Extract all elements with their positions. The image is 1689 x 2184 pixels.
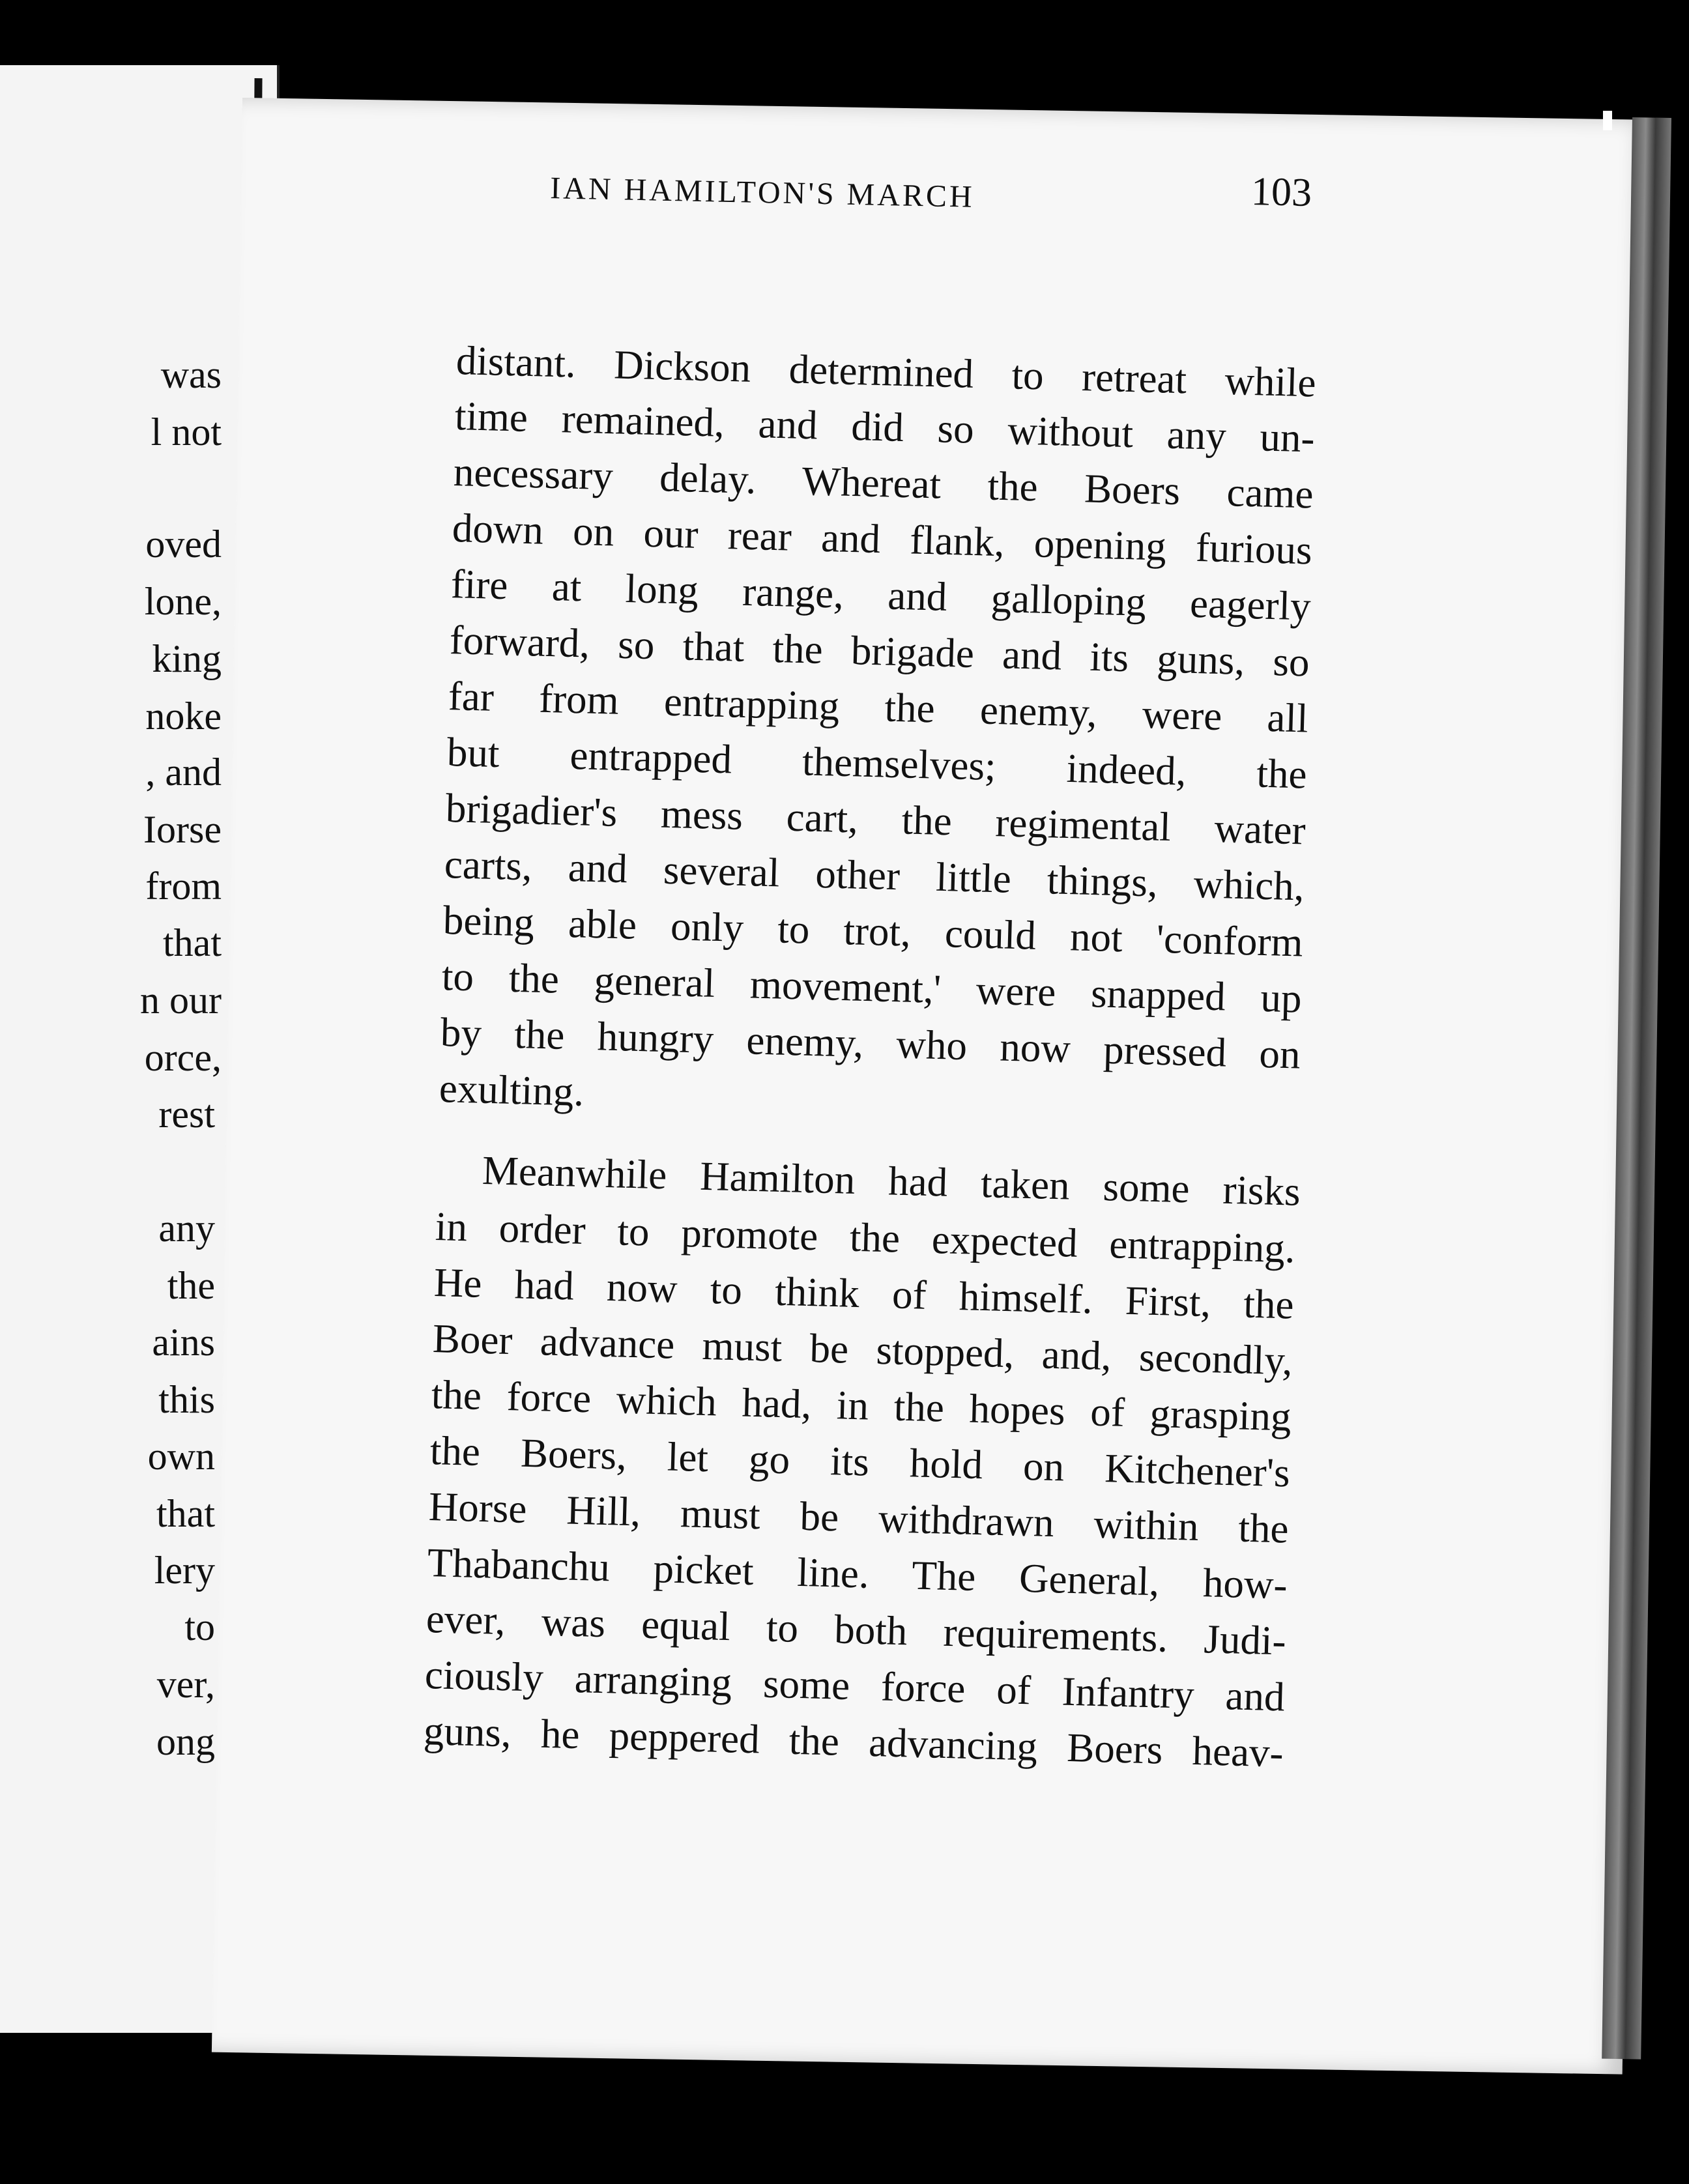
left-line: lery — [154, 1549, 215, 1592]
text-line: by the hungry enemy, who now pressed on — [440, 1009, 1301, 1078]
text-line: fire at long range, and galloping eagerly — [450, 561, 1312, 629]
text-line: exulting. — [439, 1065, 585, 1115]
left-line: l not — [151, 410, 222, 453]
text-line: to the general movement,' were snapped up — [441, 953, 1303, 1022]
left-line: that — [156, 1492, 215, 1535]
left-line: that — [163, 921, 222, 964]
text-line: distant. Dickson determined to retreat while — [455, 338, 1317, 406]
text-line: time remained, and did so without any un- — [454, 393, 1316, 461]
text-line: guns, he peppered the advancing Boers heav- — [423, 1708, 1284, 1776]
left-line: ains — [152, 1321, 215, 1364]
left-line: noke — [145, 695, 222, 738]
left-line: Iorse — [143, 808, 222, 851]
left-line: ver, — [156, 1663, 215, 1706]
scan-artifact — [1603, 111, 1612, 130]
text-line: Boer advance must be stopped, and, secondly, — [432, 1315, 1293, 1384]
left-line: to — [184, 1605, 215, 1648]
text-line: Meanwhile Hamilton had taken some risks — [482, 1147, 1301, 1214]
left-line: n our — [140, 979, 222, 1022]
text-line: carts, and several other little things, which, — [444, 841, 1305, 910]
text-line: being able only to trot, could not 'conform — [442, 897, 1304, 966]
left-line: this — [158, 1378, 215, 1421]
left-line: lone, — [144, 580, 222, 623]
text-line: necessary delay. Whereat the Boers came — [453, 449, 1314, 517]
text-line: Thabanchu picket line. The General, how- — [427, 1540, 1288, 1608]
left-line: was — [160, 353, 222, 396]
text-line: down on our rear and flank, opening furious — [452, 505, 1313, 573]
left-line: rest — [158, 1093, 215, 1136]
left-line: ong — [156, 1720, 215, 1763]
text-line: the force which had, in the hopes of grasping — [431, 1372, 1292, 1440]
scan-artifact — [497, 2108, 546, 2166]
text-line: brigadier's mess cart, the regimental water — [445, 785, 1306, 854]
left-line: the — [167, 1264, 215, 1307]
text-line: but entrapped themselves; indeed, the — [446, 729, 1308, 797]
text-line: ever, was equal to both requirements. Judi- — [426, 1596, 1287, 1664]
left-line: orce, — [144, 1036, 222, 1079]
text-line: forward, so that the brigade and its guns, so — [449, 617, 1310, 685]
running-head: IAN HAMILTON'S MARCH — [549, 171, 975, 214]
text-line: in order to promote the expected entrapping. — [435, 1203, 1296, 1272]
text-line: He had now to think of himself. First, the — [433, 1259, 1295, 1328]
text-line: the Boers, let go its hold on Kitchener's — [429, 1428, 1291, 1496]
left-line: own — [147, 1435, 215, 1478]
left-line: king — [152, 637, 222, 680]
text-line: ciously arranging some force of Infantry and — [424, 1652, 1286, 1720]
left-line: any — [158, 1207, 215, 1250]
left-line: , and — [145, 751, 222, 794]
text-line: far from entrapping the enemy, were all — [448, 673, 1309, 741]
text-line: Horse Hill, must be withdrawn within the — [428, 1484, 1290, 1552]
left-line: from — [145, 865, 222, 908]
left-line: oved — [145, 523, 222, 566]
page-number: 103 — [1250, 169, 1312, 215]
